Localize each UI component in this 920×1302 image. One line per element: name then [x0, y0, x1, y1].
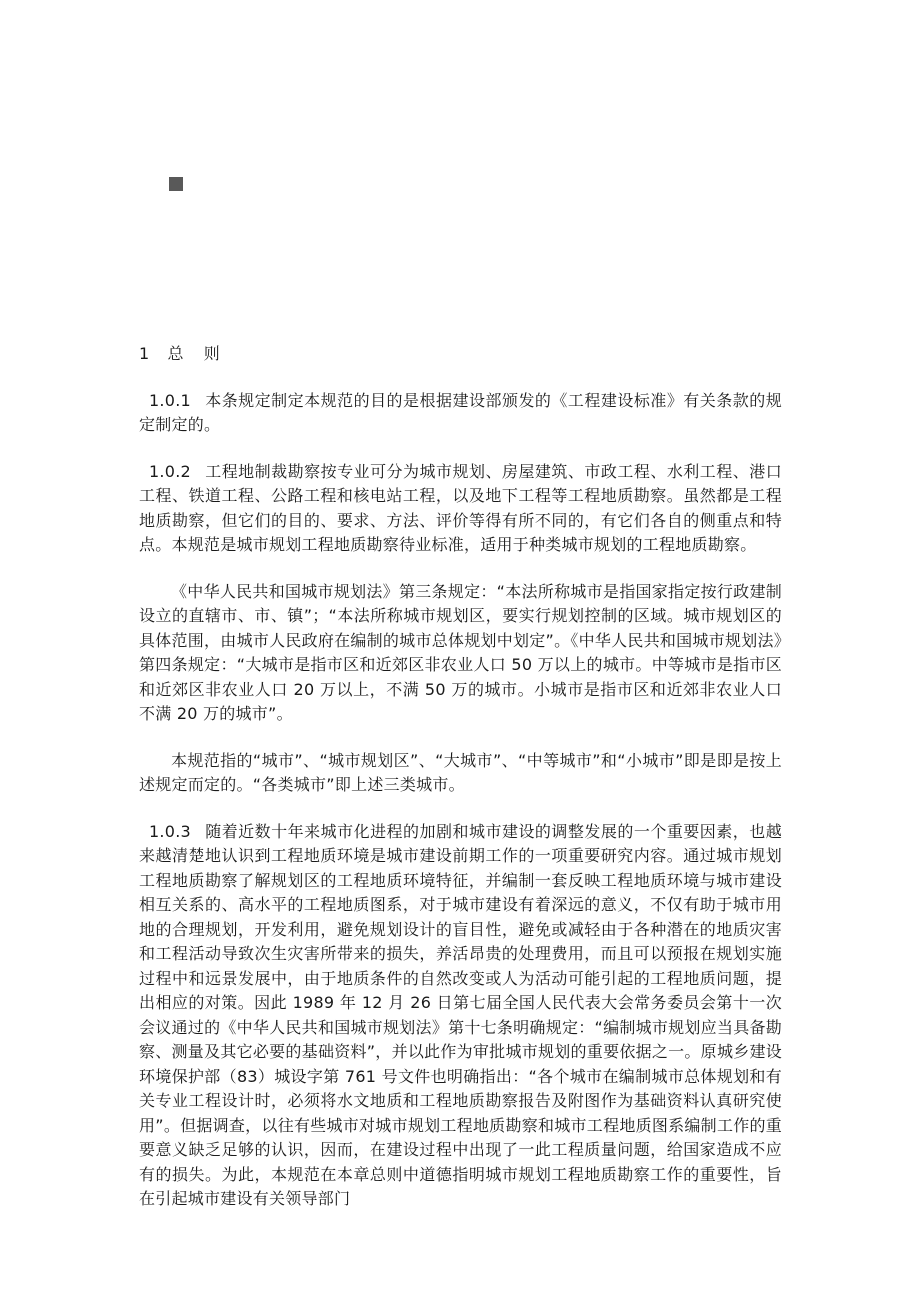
section-title-char-2: 则 — [203, 344, 220, 363]
section-title-char-1: 总 — [167, 344, 184, 363]
clause-text: 本条规定制定本规范的目的是根据建设部颁发的《工程建设标准》有关条款的规定制定的。 — [139, 390, 782, 434]
clause-number: 1.0.1 — [149, 390, 191, 410]
section-heading — [139, 342, 782, 367]
clause-1-0-3 — [139, 820, 782, 1212]
square-bullet-icon — [169, 177, 183, 191]
clause-number: 1.0.2 — [149, 461, 191, 481]
explanatory-note-2: 本规范指的“城市”、“城市规划区”、“大城市”、“中等城市”和“小城市”即是即是按上述规定而定的。“各类城市”即上述三类城市。 — [139, 750, 782, 794]
document-body — [139, 342, 782, 1234]
clause-1-0-2 — [139, 460, 782, 558]
explanatory-note-1: 《中华人民共和国城市规划法》第三条规定：“本法所称城市是指国家指定按行政建制设立的直辖市、市、镇”；“本法所称城市规划区，要实行规划控制的区域。城市规划区的具体范围，由城市人民政府在编制的城市总体规划中划定”。《中华人民共和国城市规划法》第四条规定：“大城市是指市区和近郊区非农业人口 50 万以上的城市。中等城市是指市区和近郊区非农业人口 20 万以上，不满 50 万的城市。小城市是指市区和近郊非农业人口不满 20 万的城市”。 — [139, 581, 782, 723]
clause-text: 随着近数十年来城市化进程的加剧和城市建设的调整发展的一个重要因素，也越来越清楚地认识到工程地质环境是城市建设前期工作的一项重要研究内容。通过城市规划工程地质勘察了解规划区的工程地质环境特征，并编制一套反映工程地质环境与城市建设相互关系的、高水平的工程地质图系，对于城市建设有着深远的意义，不仅有助于城市用地的合理规划，开发利用，避免规划设计的盲目性，避免或减轻由于各种潜在的地质灾害和工程活动导致次生灾害所带来的损失，养活昂贵的处理费用，而且可以预报在规划实施过程中和远景发展中，由于地质条件的自然改变或人为活动可能引起的工程地质问题，提出相应的对策。因此 1989 年 12 月 26 日第七届全国人民代表大会常务委员会第十一次会议通过的《中华人民共和国城市规划法》第十七条明确规定：“编制城市规划应当具备勘察、测量及其它必要的基础资料”，并以此作为审批城市规划的重要依据之一。原城乡建设环境保护部（83）城设字第 761 号文件也明确指出：“各个城市在编制城市总体规划和有关专业工程设计时，必须将水文地质和工程地质勘察报告及附图作为基础资料认真研究使用”。但据调查，以往有些城市对城市规划工程地质勘察和城市工程地质图系编制工作的重要意义缺乏足够的认识，因而，在建设过程中出现了一此工程质量问题，给国家造成不应有的损失。为此，本规范在本章总则中道德指明城市规划工程地质勘察工作的重要性，旨在引起城市建设有关领导部门 — [139, 821, 782, 1208]
clause-number: 1.0.3 — [149, 821, 191, 841]
section-number: 1 — [139, 344, 150, 363]
clause-text: 工程地制裁勘察按专业可分为城市规划、房屋建筑、市政工程、水利工程、港口工程、铁道工程、公路工程和核电站工程，以及地下工程等工程地质勘察。虽然都是工程地质勘察，但它们的目的、要求、方法、评价等得有所不同的，有它们各自的侧重点和特点。本规范是城市规划工程地质勘察待业标准，适用于种类城市规划的工程地质勘察。 — [139, 461, 782, 554]
clause-1-0-1 — [139, 389, 782, 438]
